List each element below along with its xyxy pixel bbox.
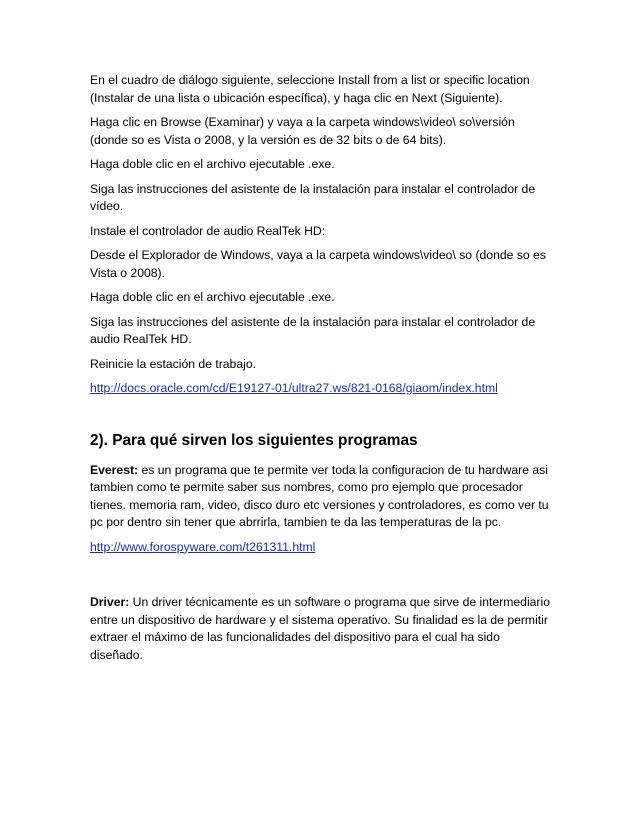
everest-term: Everest: <box>90 462 139 477</box>
paragraph-everest <box>90 462 552 532</box>
paragraph-restart: Reinicie la estación de trabajo. <box>90 356 256 371</box>
driver-term: Driver: <box>90 595 130 609</box>
everest-description: es un programa que te permite ver toda la configuracion de tu hardware asi tambien como te permite saber sus nombres, como pro ejemplo que procesador tienes. memoria ram, video, disco duro etc versiones y controladores, es como ver tu pc por dentro sin tener que abrrirla, tambien te da las temperaturas de la pc. <box>90 462 549 529</box>
paragraph-browse-folder: Haga clic en Browse (Examinar) y vaya a la carpeta windows\video\ so\versión (donde so es Vista o 2008, y la versión es de 32 bits o de 64 bits). <box>90 115 515 147</box>
paragraph-run-exe-audio: Haga doble clic en el archivo ejecutable .exe. <box>90 290 335 304</box>
section-heading: 2). Para qué sirven los siguientes programas <box>90 431 418 449</box>
paragraph-driver <box>90 594 552 664</box>
paragraph-install-audio: Instale el controlador de audio RealTek HD: <box>90 223 326 238</box>
paragraph-audio-wizard: Siga las instrucciones del asistente de la instalación para instalar el controlador de audio RealTek HD. <box>90 314 536 346</box>
paragraph-install-from-list: En el cuadro de diálogo siguiente, seleccione Install from a list or specific location (Instalar de una lista o ubicación específica), y haga clic en Next (Siguiente). <box>90 73 530 105</box>
forospyware-link[interactable]: http://www.forospyware.com/t261311.html <box>90 539 316 554</box>
link-paragraph-forospyware <box>90 539 552 557</box>
document-page <box>90 72 552 671</box>
paragraph-video-wizard: Siga las instrucciones del asistente de la instalación para instalar el controlador de vídeo. <box>90 181 536 213</box>
driver-description: Un driver técnicamente es un software o programa que sirve de intermediario entre un dispositivo de hardware y el sistema operativo. Su finalidad es la de permitir extraer el máximo de las funcionalidades del dispositivo para el cual ha sido diseñado. <box>90 595 550 662</box>
paragraph-run-exe: Haga doble clic en el archivo ejecutable .exe. <box>90 157 335 171</box>
paragraph-explorer-folder: Desde el Explorador de Windows, vaya a la carpeta windows\video\ so (donde so es Vista o 2008). <box>90 248 546 280</box>
link-paragraph-oracle <box>90 380 552 398</box>
oracle-docs-link[interactable]: http://docs.oracle.com/cd/E19127-01/ultra27.ws/821-0168/giaom/index.html <box>90 381 498 395</box>
